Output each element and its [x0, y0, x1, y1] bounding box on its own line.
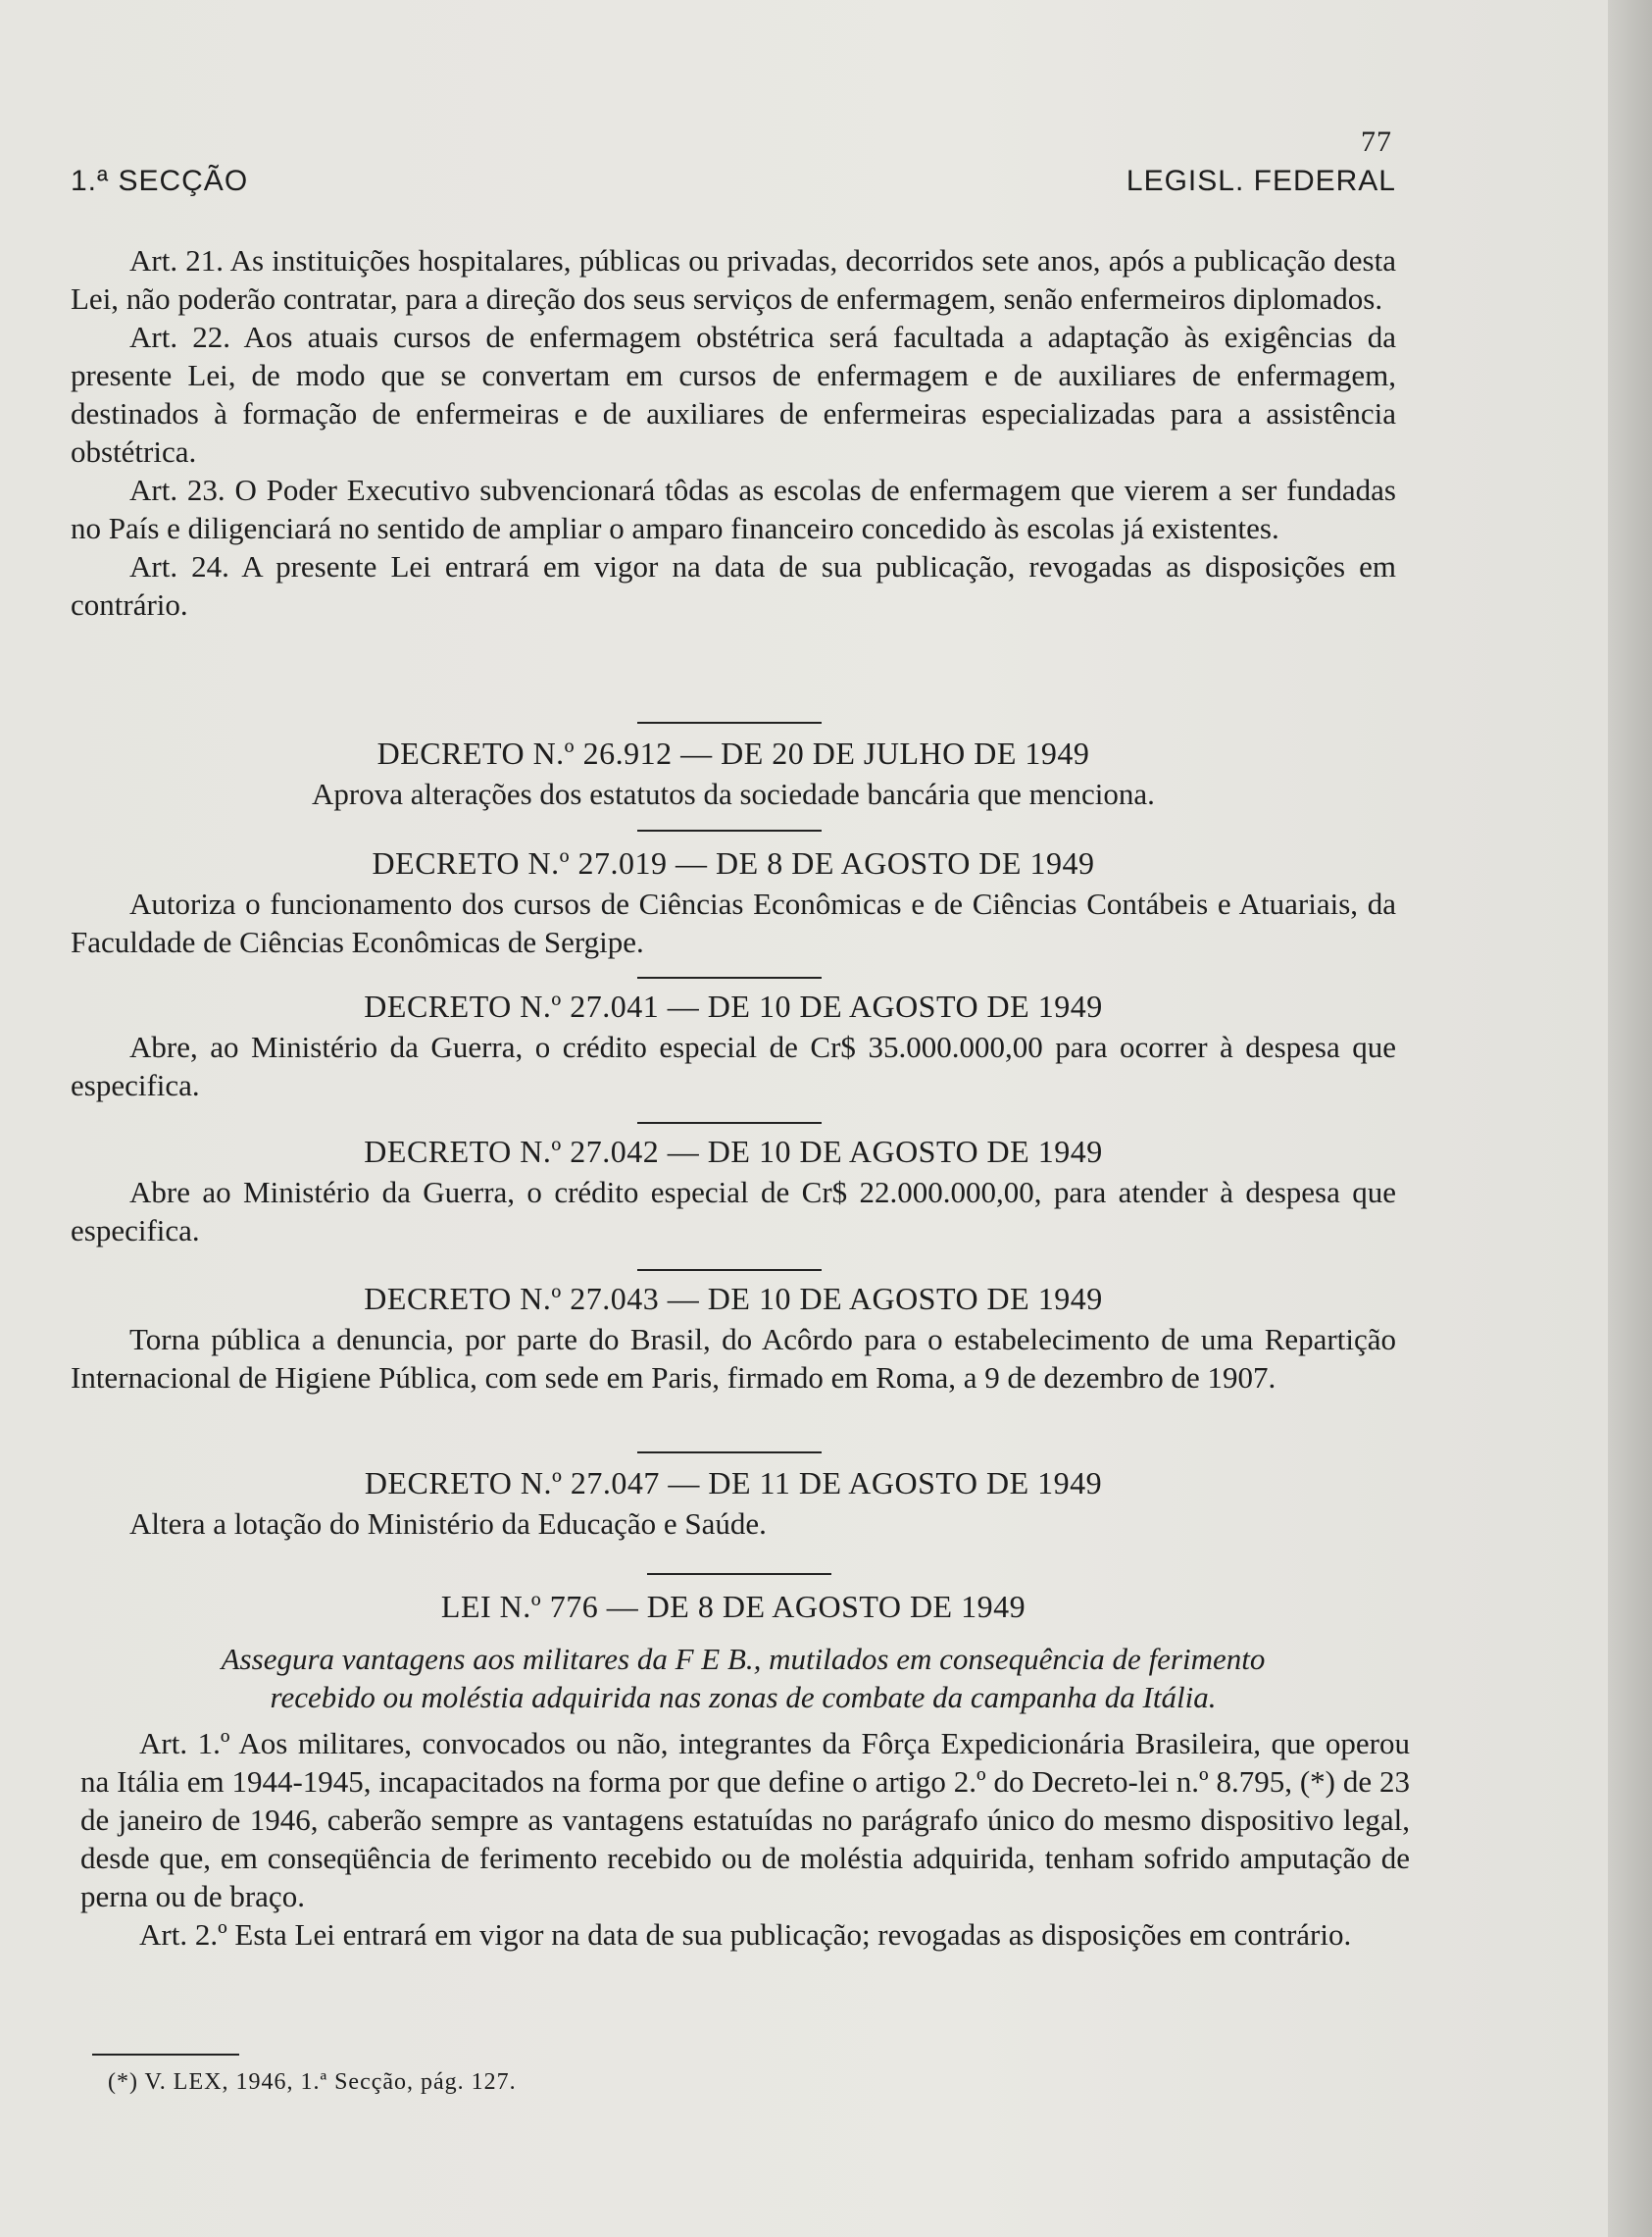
decree-summary	[71, 1028, 1396, 1104]
decree-summary-text: Torna pública a denuncia, por parte do Brasil, do Acôrdo para o estabelecimento de uma Repartição Internacional de Higiene Pública, com sede em Paris, firmado em Roma, a 9 de dezembro de 1907.	[71, 1322, 1396, 1395]
law-ementa-line-1: Assegura vantagens aos militares da F E B., mutilados em consequência de ferimento	[221, 1642, 1266, 1676]
header-section: 1.ª SECÇÃO	[71, 165, 249, 197]
decree-summary-text: Abre, ao Ministério da Guerra, o crédito especial de Cr$ 35.000.000,00 para ocorrer à despesa que especifica.	[71, 1030, 1396, 1102]
decree-summary-text: Abre ao Ministério da Guerra, o crédito especial de Cr$ 22.000.000,00, para atender à despesa que especifica.	[71, 1175, 1396, 1247]
header-legislation: LEGISL. FEDERAL	[1126, 165, 1396, 197]
law-articles	[80, 1724, 1410, 1954]
decree-summary-text: Altera a lotação do Ministério da Educação e Saúde.	[129, 1506, 767, 1541]
decree-title: DECRETO N.º 27.043 — DE 10 DE AGOSTO DE 1949	[364, 1281, 1103, 1316]
page-edge	[1608, 0, 1652, 2237]
separator-rule	[637, 1122, 822, 1124]
footnote: (*) V. LEX, 1946, 1.ª Secção, pág. 127.	[108, 2069, 517, 2095]
decree-summary-text: Autoriza o funcionamento dos cursos de Ciências Econômicas e de Ciências Contábeis e Atuariais, da Faculdade de Ciências Econômicas de Sergipe.	[71, 887, 1396, 959]
separator-rule	[637, 1451, 822, 1453]
decree-title: DECRETO N.º 26.912 — DE 20 DE JULHO DE 1949	[376, 736, 1090, 771]
article-24: Art. 24. A presente Lei entrará em vigor na data de sua publicação, revogadas as disposições em contrário.	[71, 549, 1396, 622]
running-header	[71, 165, 1396, 198]
law-ementa-line-2: recebido ou moléstia adquirida nas zonas de combate da campanha da Itália.	[270, 1680, 1217, 1714]
decree-summary	[71, 1504, 1396, 1543]
law-article-1: Art. 1.º Aos militares, convocados ou não, integrantes da Fôrça Expedicionária Brasileira, que operou na Itália em 1944-1945, incapacitados na forma por que define o artigo 2.º do Decreto-lei n.º 8.795, (*) de 23 de janeiro de 1946, caberão sempre as vantagens estatuídas no parágrafo único do mesmo dispositivo legal, desde que, em conseqüência de ferimento recebido ou de moléstia adquirida, tenham sofrido amputação de perna ou de braço.	[80, 1726, 1410, 1913]
footnote-rule	[92, 2054, 239, 2056]
article-21: Art. 21. As instituições hospitalares, públicas ou privadas, decorridos sete anos, após a publicação desta Lei, não poderão contratar, para a direção dos seus serviços de enfermagem, senão enfermeiros diplomados.	[71, 243, 1396, 316]
decree-summary: Aprova alterações dos estatutos da sociedade bancária que menciona.	[312, 777, 1155, 811]
decree-title: DECRETO N.º 27.042 — DE 10 DE AGOSTO DE 1949	[364, 1134, 1103, 1169]
decree-summary	[71, 885, 1396, 961]
law-article-2: Art. 2.º Esta Lei entrará em vigor na data de sua publicação; revogadas as disposições em contrário.	[139, 1917, 1352, 1952]
articles-block	[71, 241, 1396, 624]
decree-summary	[71, 1320, 1396, 1397]
decree-title: DECRETO N.º 27.019 — DE 8 DE AGOSTO DE 1949	[372, 845, 1095, 881]
decree-summary	[71, 1173, 1396, 1249]
article-23: Art. 23. O Poder Executivo subvencionará tôdas as escolas de enfermagem que vierem a ser fundadas no País e diligenciará no sentido de ampliar o amparo financeiro concedido às escolas já existentes.	[71, 473, 1396, 545]
separator-rule	[637, 722, 822, 724]
page-number: 77	[1361, 126, 1392, 158]
decree-title: DECRETO N.º 27.041 — DE 10 DE AGOSTO DE 1949	[364, 989, 1103, 1024]
separator-rule	[637, 977, 822, 979]
separator-rule	[637, 1269, 822, 1271]
article-22: Art. 22. Aos atuais cursos de enfermagem obstétrica será facultada a adaptação às exigências da presente Lei, de modo que se convertam em cursos de enfermagem e de auxiliares de enfermagem, destinados à formação de enfermeiras e de auxiliares de enfermeiras especializadas para a assistência obstétrica.	[71, 320, 1396, 469]
law-title: LEI N.º 776 — DE 8 DE AGOSTO DE 1949	[440, 1589, 1026, 1624]
separator-rule	[637, 830, 822, 832]
separator-rule	[647, 1573, 831, 1575]
decree-title: DECRETO N.º 27.047 — DE 11 DE AGOSTO DE 1949	[364, 1465, 1103, 1500]
